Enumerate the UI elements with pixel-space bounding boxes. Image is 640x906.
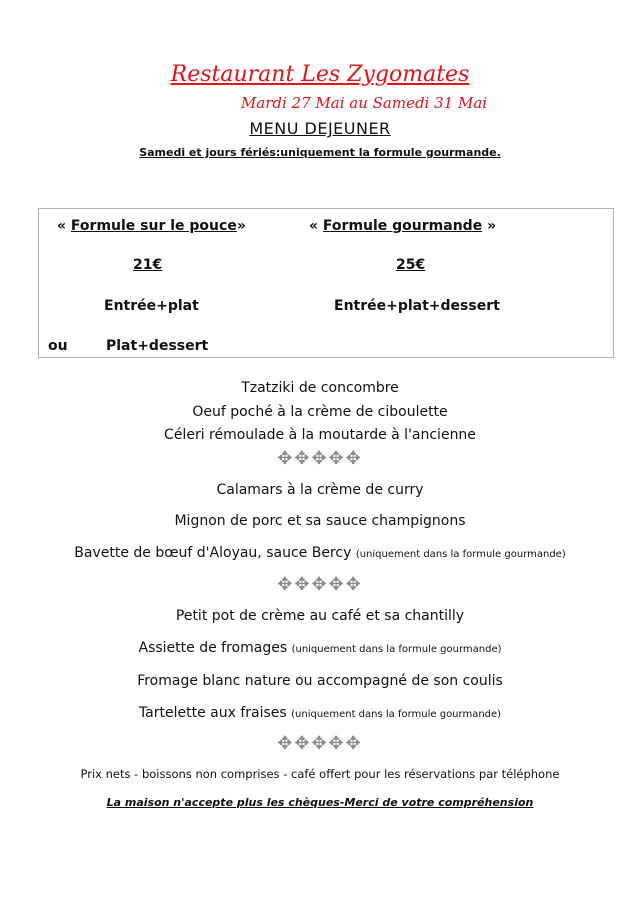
close-quote: »	[236, 218, 246, 234]
main-item	[0, 513, 640, 529]
formula-right-title	[309, 218, 496, 234]
dish-name: Mignon de porc et sa sauce champignons	[174, 513, 466, 529]
decorative-separator-icon: ✥✥✥✥✥	[277, 574, 363, 595]
starter-item: Tzatziki de concombre	[241, 380, 399, 396]
dish-name: Tartelette aux fraises	[138, 705, 292, 721]
dish-note: (uniquement dans la formule gourmande)	[291, 644, 502, 655]
formula-left-option1: Entrée+plat	[104, 298, 199, 314]
dessert-item	[0, 608, 640, 624]
dish-name: Calamars à la crème de curry	[216, 482, 424, 498]
dish-note: (uniquement dans la formule gourmande)	[355, 549, 566, 560]
main-item	[0, 482, 640, 498]
dish-note: (uniquement dans la formule gourmande)	[291, 709, 502, 720]
cheques-note: La maison n'accepte plus les chèques-Merci de votre compréhension	[106, 796, 534, 809]
menu-dates: Mardi 27 Mai au Samedi 31 Mai	[240, 94, 488, 112]
formula-left-option2: Plat+dessert	[106, 338, 209, 354]
dish-name: Petit pot de crème au café et sa chantilly	[175, 608, 465, 624]
close-quote: »	[482, 218, 497, 234]
dessert-item	[0, 705, 640, 721]
open-quote: «	[57, 218, 71, 234]
dish-name: Bavette de bœuf d'Aloyau, sauce Bercy	[74, 545, 356, 561]
decorative-separator-icon: ✥✥✥✥✥	[277, 733, 363, 754]
menu-title: MENU DEJEUNER	[249, 119, 391, 138]
starter-item: Oeuf poché à la crème de ciboulette	[192, 404, 448, 420]
formula-left-name: Formule sur le pouce	[70, 218, 237, 234]
starter-item: Céleri rémoulade à la moutarde à l'ancienne	[164, 427, 476, 443]
formula-right-name: Formule gourmande	[322, 218, 483, 234]
restaurant-name: Restaurant Les Zygomates	[170, 62, 470, 87]
formula-right-option1: Entrée+plat+dessert	[334, 298, 500, 314]
open-quote: «	[309, 218, 323, 234]
formula-left-price: 21€	[133, 257, 163, 273]
formula-left-title	[57, 218, 246, 234]
dish-name: Assiette de fromages	[138, 640, 292, 656]
formula-right-price: 25€	[396, 257, 426, 273]
dessert-item	[0, 640, 640, 656]
prices-note: Prix nets - boissons non comprises - café offert pour les réservations par téléphone	[80, 767, 560, 781]
weekend-notice: Samedi et jours fériés:uniquement la formule gourmande.	[139, 146, 501, 159]
main-item	[0, 545, 640, 561]
or-label: ou	[48, 338, 68, 354]
dessert-item	[0, 673, 640, 689]
decorative-separator-icon: ✥✥✥✥✥	[277, 448, 363, 469]
dish-name: Fromage blanc nature ou accompagné de son coulis	[137, 673, 503, 689]
